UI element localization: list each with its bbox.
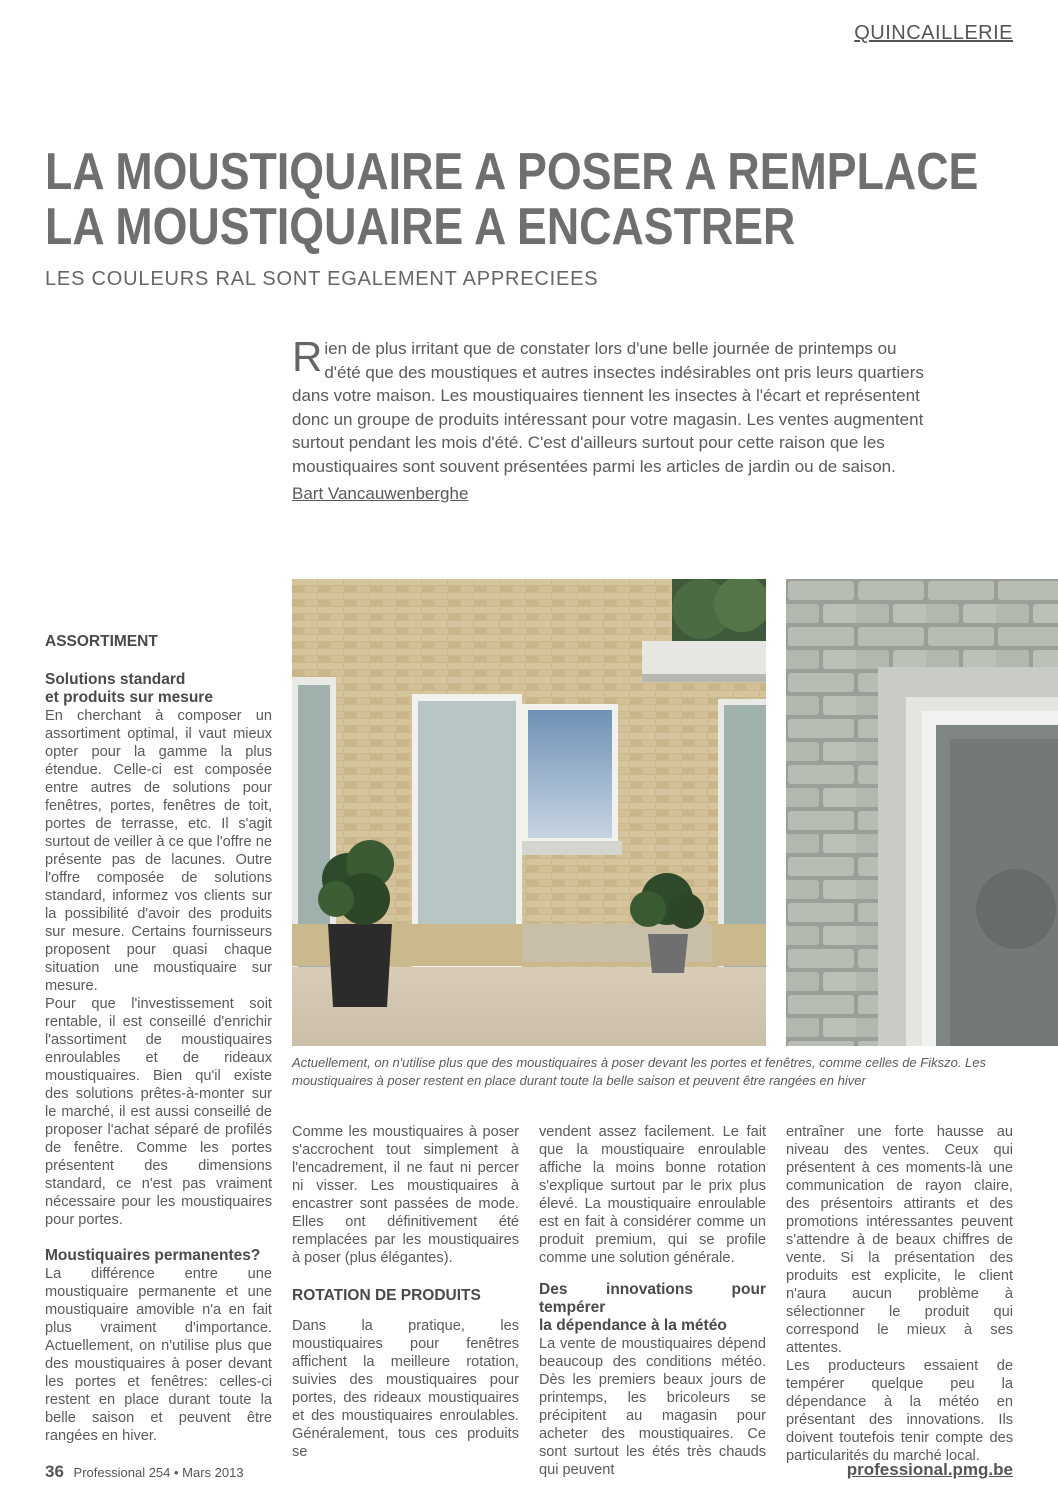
section-label: QUINCAILLERIE xyxy=(854,22,1013,44)
paragraph: Comme les moustiquaires à poser s'accrochent tout simplement à l'encadrement, il ne faut ni percer ni visser. Les moustiquaires à encastrer sont passées de mode. Elles ont définitivement été remplacées par les moustiquaires à poser (plus élégantes). xyxy=(292,1124,519,1266)
intro-text: ien de plus irritant que de constater lors d'une belle journée de printemps ou d'été que des moustiques et autres insectes indésirables ont pris leurs quartiers dans votre maison. Les moustiquaires tiennent les insectes à l'écart et représentent donc un groupe de produits intéressant pour votre magasin. Les ventes augmentent surtout pendant les mois d'été. C'est d'ailleurs surtout pour cette raison que les moustiquaires sont souvent présentées parmi les articles de jardin ou de saison. xyxy=(292,339,924,476)
subheading-innovations-line1: Des innovations pour tempérer xyxy=(539,1281,766,1316)
article-intro xyxy=(292,333,932,478)
paragraph: La différence entre une moustiquaire permanente et une moustiquaire amovible n'a en fait plus vraiment d'importance. Actuellement, on n'utilise plus que des moustiquaires à poser devant les portes et fenêtres: celles-ci restent en place durant toute la belle saison et peuvent être rangées en hiver. xyxy=(45,1266,272,1444)
footer-info xyxy=(45,1462,244,1482)
paragraph: Dans la pratique, les moustiquaires pour fenêtres affichent la meilleure rotation, suivies des moustiquaires pour portes, des rideaux moustiquaires et des moustiquaires enroulables. Généralement, tous ces produits se xyxy=(292,1318,519,1460)
article-title xyxy=(45,143,979,256)
title-line-1: LA MOUSTIQUAIRE A POSER A REMPLACE xyxy=(45,143,979,201)
paragraph: En cherchant à composer un assortiment optimal, il vaut mieux opter pour la gamme la plus étendue. Celle-ci est composée entre autres de solutions pour fenêtres, portes, fenêtres de toit, portes de terrasse, etc. Il s'agit surtout de veiller à ce que l'offre ne présente pas de lacunes. Outre l'offre composée de solutions standard, informez vos clients sur la possibilité d'avoir des produits sur mesure. Certains fournisseurs proposent pour quasi chaque situation une moustiquaire sur mesure. xyxy=(45,708,272,994)
window-closeup-photo xyxy=(786,579,1058,1046)
paragraph: Les producteurs essaient de tempérer quelque peu la dépendance à la météo en présentant des innovations. Ils doivent toutefois tenir compte des particularités du marché local. xyxy=(786,1358,1013,1464)
house-photo xyxy=(292,579,766,1046)
title-line-2: LA MOUSTIQUAIRE A ENCASTRER xyxy=(45,198,796,256)
subheading-solutions xyxy=(45,671,272,707)
column-3 xyxy=(539,1123,766,1479)
paragraph: entraîner une forte hausse au niveau des ventes. Ceux qui présentent à ces moments-là une communication de rayon claire, des présentoirs attirants et des promotions intéressantes peuvent s'attendre à de beaux chiffres de vente. Si la présentation des produits est explicite, le client n'aura aucun problème à sélectionner le produit qui correspond le mieux à ses attentes. xyxy=(786,1124,1013,1356)
photo-caption: Actuellement, on n'utilise plus que des moustiquaires à poser devant les portes et fenêtres, comme celles de Fikszo. Les moustiquaires à poser restent en place durant toute la belle saison et peuvent être rangées en hiver xyxy=(292,1055,987,1088)
paragraph: vendent assez facilement. Le fait que la moustiquaire enroulable affiche la moins bonne rotation s'explique surtout par le prix plus élevé. La moustiquaire enroulable est en fait à considérer comme un produit premium, qui se profile comme une solution générale. xyxy=(539,1124,766,1266)
heading-assortiment: ASSORTIMENT xyxy=(45,633,158,650)
house-illustration xyxy=(292,579,766,1046)
paragraph: La vente de moustiquaires dépend beaucoup des conditions météo. Dès les premiers beaux jours de printemps, les bricoleurs se précipitent au magasin pour acheter des moustiquaires. Ce sont surtout les étés très chauds qui peuvent xyxy=(539,1336,766,1478)
subheading-innovations xyxy=(539,1281,766,1335)
page-number: 36 xyxy=(45,1462,64,1481)
drop-cap: R xyxy=(292,333,323,380)
heading-rotation: ROTATION DE PRODUITS xyxy=(292,1287,481,1304)
subheading-solutions-line2: et produits sur mesure xyxy=(45,689,213,706)
column-4 xyxy=(786,1123,1013,1465)
subheading-solutions-line1: Solutions standard xyxy=(45,671,186,688)
website-link[interactable]: professional.pmg.be xyxy=(846,1460,1013,1479)
subheading-innovations-line2: la dépendance à la météo xyxy=(539,1317,727,1334)
article-subtitle: LES COULEURS RAL SONT EGALEMENT APPRECIEES xyxy=(45,268,599,290)
paragraph: Pour que l'investissement soit rentable, il est conseillé d'enrichir l'assortiment de moustiquaires enroulables et de rideaux moustiquaires. Bien qu'il existe des solutions prêtes-à-monter sur le marché, il est aussi conseillé de proposer l'achat séparé de profilés de fenêtre. Comme les portes présentent des dimensions standard, ce n'est pas vraiment nécessaire pour les moustiquaires pour portes. xyxy=(45,996,272,1228)
window-closeup-illustration xyxy=(786,579,1058,1046)
magazine-issue: Professional 254 • Mars 2013 xyxy=(73,1465,244,1480)
author-byline: Bart Vancauwenberghe xyxy=(292,484,469,503)
column-2 xyxy=(292,1123,519,1461)
column-1 xyxy=(45,633,272,1445)
subheading-permanentes: Moustiquaires permanentes? xyxy=(45,1247,261,1264)
